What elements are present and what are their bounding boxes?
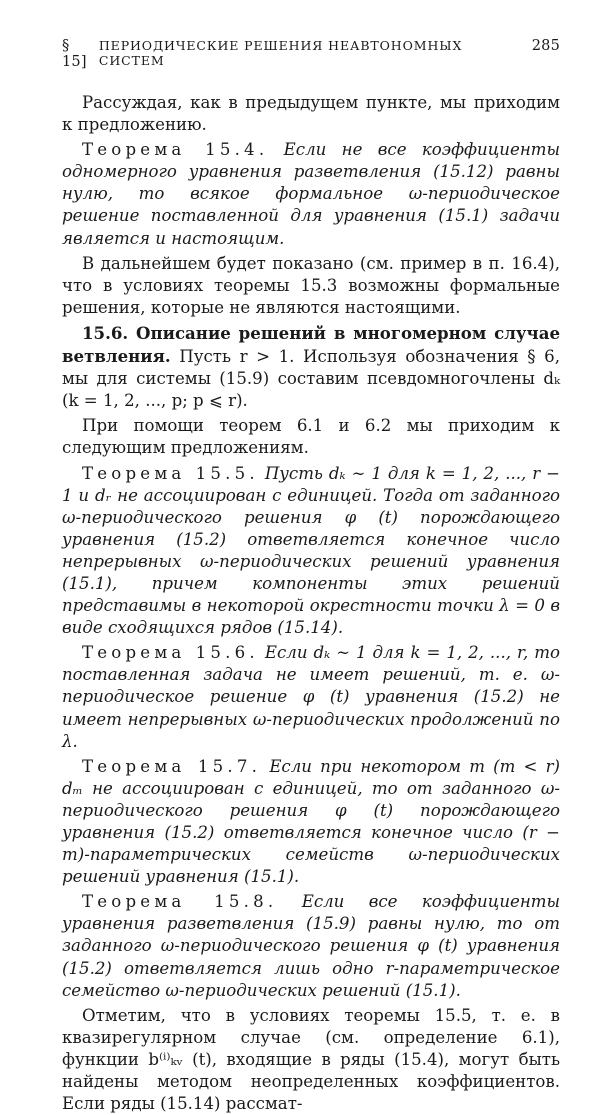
paragraph: [62, 92, 560, 136]
theorem-text: Пусть dₖ ∼ 1 для k = 1, 2, ..., r − 1 и dᵣ не ассоциирован с единицей. Тогда от заданного ω-периодического решения φ (t) порождающего уравнения (15.2) ответвляется конечное число непрерывных ω-периодических решений уравнения (15.1), причем компоненты этих решений представимы в некоторой окрестности точки λ = 0 в виде сходящихся рядов (15.14).: [62, 463, 560, 638]
theorem-label: Теорема 15.4.: [82, 140, 269, 160]
theorem-label: Теорема 15.6.: [82, 643, 259, 663]
paragraph: [62, 253, 560, 319]
paragraph-text: В дальнейшем будет показано (см. пример в п. 16.4), что в условиях теоремы 15.3 возможны формальные решения, которые не являются настоящими.: [62, 253, 560, 317]
section-text: Пусть r > 1. Используя обозначения § 6, мы для системы (15.9) составим псевдомногочлены dₖ (k = 1, 2, ..., p; p ⩽ r).: [62, 347, 560, 411]
theorem-15-6: [62, 642, 560, 752]
theorem-text: Если при некотором m (m < r) dₘ не ассоциирован с единицей, то от заданного ω-периодического решения φ (t) порождающего уравнения (15.2) ответвляется конечное число (r − m)-параметрических семейств ω-периодических решений уравнения (15.1).: [62, 756, 561, 887]
running-head: [62, 38, 560, 70]
theorem-text: Если dₖ ∼ 1 для k = 1, 2, ..., r, то поставленная задача не имеет решений, т. е. ω-периодическое решение φ (t) уравнения (15.2) не имеет непрерывных ω-периодических продолжений по λ.: [62, 643, 561, 751]
theorem-label: Теорема 15.7.: [82, 756, 262, 776]
theorem-15-7: [62, 756, 560, 889]
body-text: [62, 92, 560, 1115]
paragraph-text: Рассуждая, как в предыдущем пункте, мы приходим к предложению.: [62, 93, 560, 135]
theorem-label: Теорема 15.5.: [82, 463, 259, 483]
section-heading: 15.6. Описание решений в многомерном случае ветвления.: [62, 322, 560, 367]
paragraph-text: При помощи теорем 6.1 и 6.2 мы приходим к следующим предложениям.: [62, 416, 560, 458]
paragraph: [62, 1005, 560, 1115]
section-15-6: [62, 322, 560, 412]
theorem-text: Если все коэффициенты уравнения разветвления (15.9) равны нулю, то от заданного ω-периодического решения φ (t) уравнения (15.2) ответвляется лишь одно r-параметрическое семейство ω-периодических решений (15.1).: [62, 892, 561, 1000]
paragraph: [62, 415, 560, 459]
paragraph-text: Отметим, что в условиях теоремы 15.5, т. е. в квазирегулярном случае (см. определение 6.1), функции b⁽ⁱ⁾ₖᵥ (t), входящие в ряды (15.4), могут быть найдены методом неопределенных коэффициентов. Если ряды (15.14) рассмат-: [62, 1005, 560, 1114]
theorem-text: Если не все коэффициенты одномерного уравнения разветвления (15.12) равны нулю, то всякое формальное ω-периодическое решение поставленной для уравнения (15.1) задачи является и настоящим.: [62, 140, 560, 248]
theorem-15-4: [62, 139, 560, 249]
page-number: 285: [531, 38, 560, 54]
theorem-label: Теорема 15.8.: [82, 892, 278, 912]
running-title: ПЕРИОДИЧЕСКИЕ РЕШЕНИЯ НЕАВТОНОМНЫХ СИСТЕМ: [98, 38, 463, 68]
section-ref: § 15]: [62, 38, 87, 70]
theorem-15-5: [62, 463, 560, 640]
